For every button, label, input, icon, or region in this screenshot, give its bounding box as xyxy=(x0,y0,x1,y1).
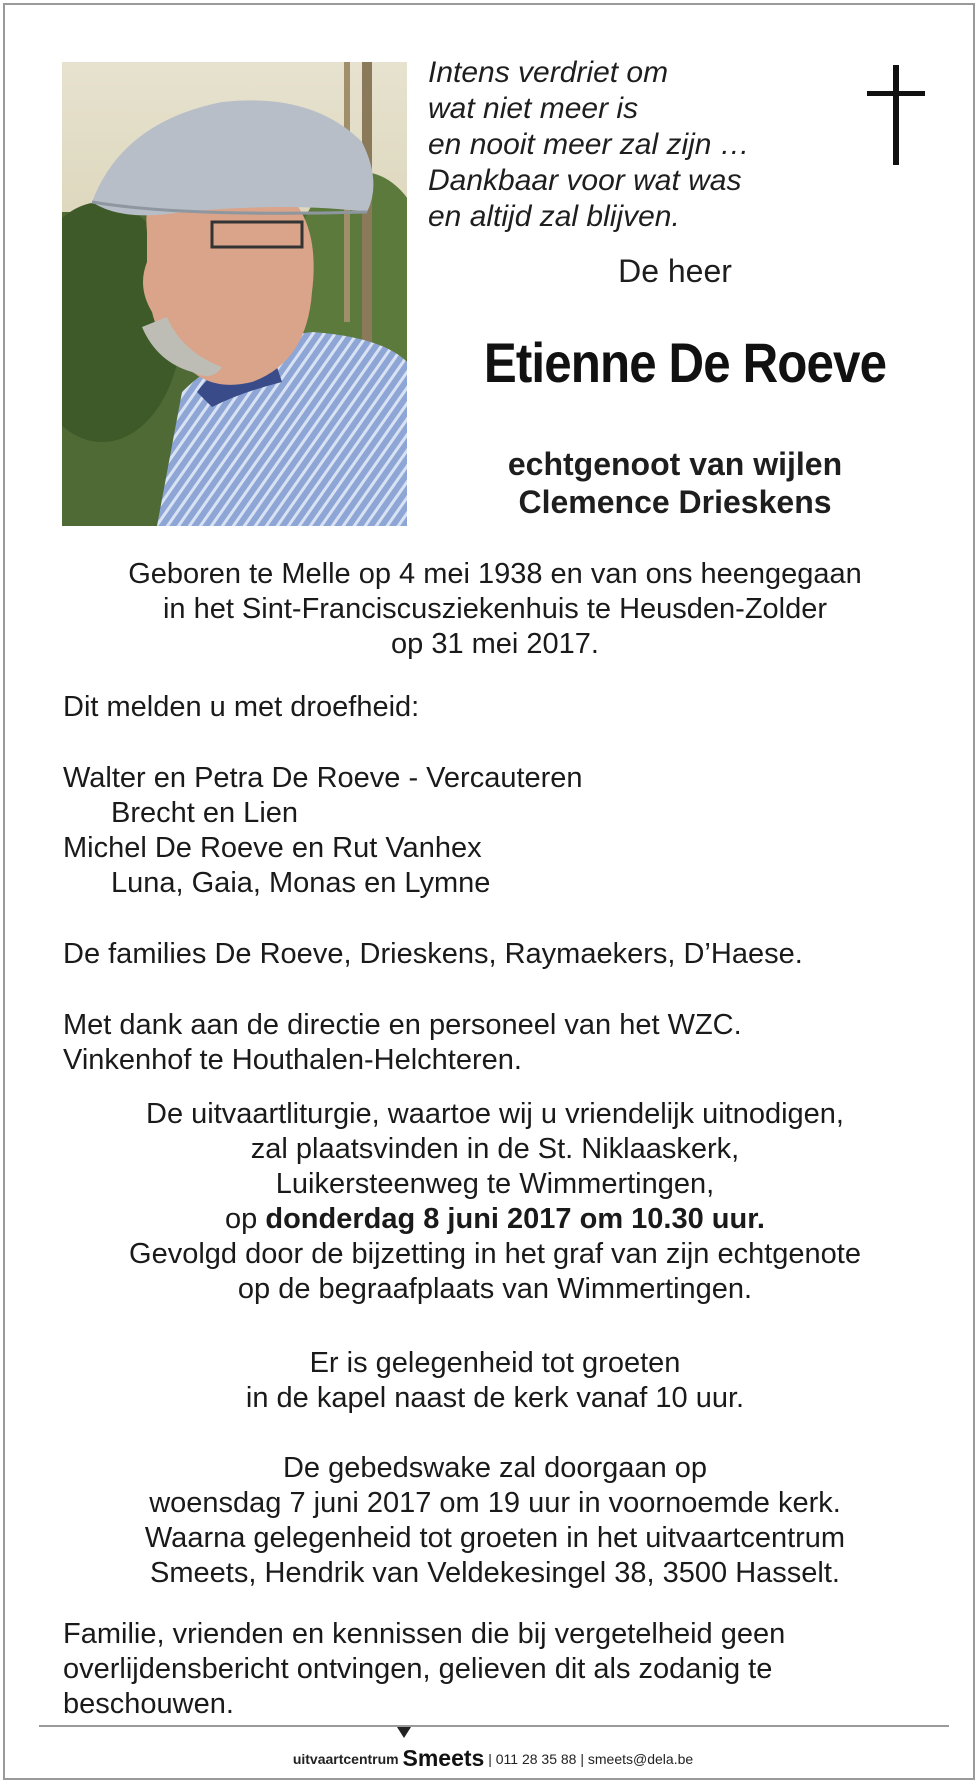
burial-line: op de begraafplaats van Wimmertingen. xyxy=(237,1273,753,1305)
vigil-line: woensdag 7 juni 2017 om 19 uur in voornoemde kerk. xyxy=(149,1487,841,1519)
portrait-image xyxy=(62,62,407,526)
footer xyxy=(5,1745,980,1772)
closing-line: beschouwen. xyxy=(63,1688,234,1720)
cross-icon xyxy=(867,65,925,165)
poem-line: wat niet meer is xyxy=(428,92,639,125)
family-member: Michel De Roeve en Rut Vanhex xyxy=(63,832,482,864)
poem-line: en altijd zal blijven. xyxy=(428,200,680,233)
family-member: Luna, Gaia, Monas en Lymne xyxy=(111,867,491,899)
deceased-name: Etienne De Roeve xyxy=(483,331,887,394)
birth-death-paragraph xyxy=(45,557,945,662)
liturgy-date: op donderdag 8 juni 2017 om 10.30 uur. xyxy=(225,1203,765,1235)
poem xyxy=(428,55,828,235)
poem-line: en nooit meer zal zijn … xyxy=(428,128,750,161)
poem-line: Dankbaar voor wat was xyxy=(428,164,742,197)
spouse-info xyxy=(450,445,900,521)
liturgy-line: zal plaatsvinden in de St. Niklaaskerk, xyxy=(250,1133,740,1165)
family-member: Brecht en Lien xyxy=(111,797,299,829)
spouse-line: echtgenoot van wijlen xyxy=(507,446,843,482)
burial-line: Gevolgd door de bijzetting in het graf van zijn echtgenote xyxy=(129,1238,861,1270)
birth-death-line: in het Sint-Franciscusziekenhuis te Heusden-Zolder xyxy=(162,593,828,625)
liturgy-line: De uitvaartliturgie, waartoe wij u vriendelijk uitnodigen, xyxy=(146,1098,844,1130)
closing-line: Familie, vrienden en kennissen die bij vergetelheid geen xyxy=(63,1618,786,1650)
footer-prefix: uitvaartcentrum xyxy=(292,1751,399,1767)
closing-line: overlijdensbericht ontvingen, gelieven dit als zodanig te xyxy=(63,1653,773,1685)
footer-brand: Smeets xyxy=(402,1745,485,1771)
thanks-line: Vinkenhof te Houthalen-Helchteren. xyxy=(63,1044,522,1076)
spouse-line: Clemence Drieskens xyxy=(518,484,832,520)
footer-divider xyxy=(39,1725,949,1727)
greeting-paragraph xyxy=(45,1346,945,1416)
footer-phone: | 011 28 35 88 | xyxy=(488,1751,584,1767)
portrait-photo xyxy=(62,62,407,526)
greeting-line: in de kapel naast de kerk vanaf 10 uur. xyxy=(245,1382,745,1414)
vigil-paragraph xyxy=(45,1451,945,1591)
footer-arrow-icon xyxy=(397,1727,411,1738)
thanks-paragraph xyxy=(63,1008,943,1078)
birth-death-line: op 31 mei 2017. xyxy=(391,628,599,660)
obituary-card xyxy=(3,3,975,1780)
salutation: De heer xyxy=(618,253,732,289)
vigil-line: De gebedswake zal doorgaan op xyxy=(282,1452,708,1484)
liturgy-line: Luikersteenweg te Wimmertingen, xyxy=(275,1168,715,1200)
vigil-line: Smeets, Hendrik van Veldekesingel 38, 3500 Hasselt. xyxy=(150,1557,840,1589)
poem-line: Intens verdriet om xyxy=(428,56,669,89)
family-list xyxy=(63,761,943,901)
family-member: Walter en Petra De Roeve - Vercauteren xyxy=(63,762,583,794)
thanks-line: Met dank aan de directie en personeel van het WZC. xyxy=(63,1009,742,1041)
closing-paragraph xyxy=(63,1617,943,1722)
liturgy-paragraph xyxy=(45,1097,945,1307)
announcement: Dit melden u met droefheid: xyxy=(63,691,420,723)
birth-death-line: Geboren te Melle op 4 mei 1938 en van ons heengegaan xyxy=(128,558,862,590)
families-line: De families De Roeve, Drieskens, Raymaekers, D’Haese. xyxy=(63,938,803,970)
vigil-line: Waarna gelegenheid tot groeten in het uitvaartcentrum xyxy=(144,1522,846,1554)
liturgy-date-bold: donderdag 8 juni 2017 om 10.30 uur. xyxy=(265,1203,765,1235)
footer-email[interactable]: smeets@dela.be xyxy=(587,1751,694,1767)
greeting-line: Er is gelegenheid tot groeten xyxy=(309,1347,681,1379)
